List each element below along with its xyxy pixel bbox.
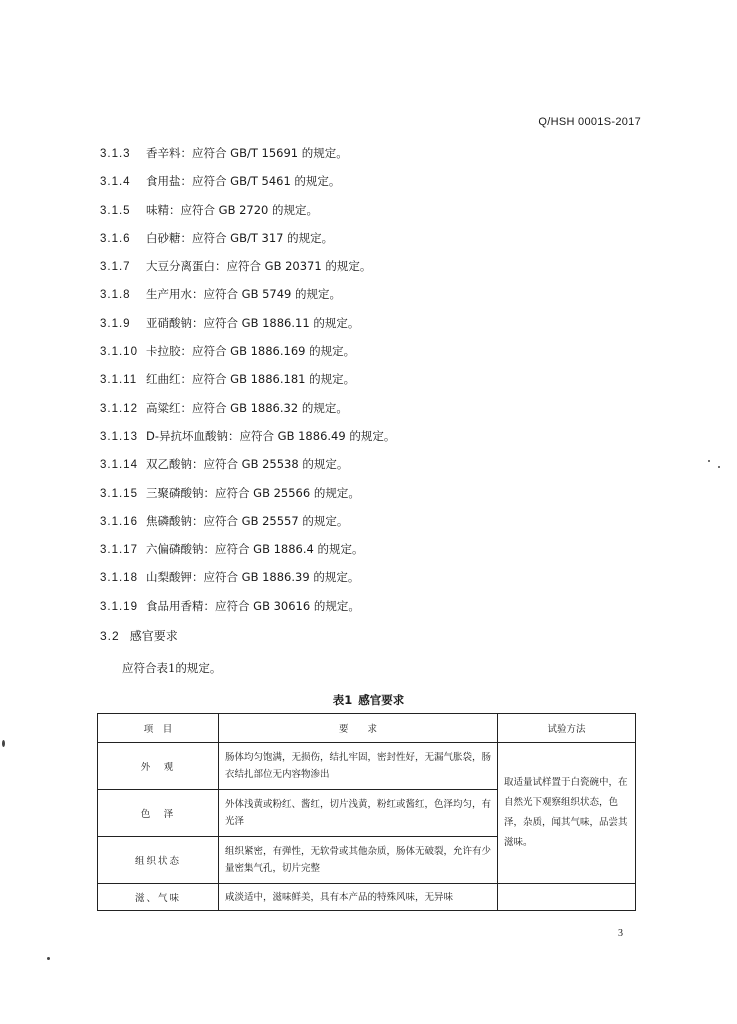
clause-item (100, 569, 395, 597)
clause-number: 3.1.11 (100, 374, 138, 387)
clause-number: 3.1.7 (100, 261, 131, 274)
clause-number: 3.1.14 (100, 459, 138, 472)
scan-speck (47, 957, 50, 960)
clause-number: 3.1.5 (100, 204, 131, 217)
section-heading (100, 627, 178, 644)
row-item: 色 泽 (98, 790, 219, 837)
clause-number: 3.1.18 (100, 572, 138, 585)
header-method: 试验方法 (498, 714, 636, 743)
clause-text: 焦磷酸钠：应符合 GB 25557 的规定。 (146, 513, 349, 528)
clause-text: 食品用香精：应符合 GB 30616 的规定。 (146, 598, 360, 613)
clause-item (100, 173, 395, 201)
row-requirement: 外体浅黄或粉红、酱红，切片浅黄，粉红或酱红，色泽均匀，有光泽 (219, 790, 498, 837)
clause-item (100, 400, 395, 428)
row-item: 组织状态 (98, 837, 219, 884)
clause-number: 3.1.19 (100, 600, 138, 613)
table-row (98, 884, 636, 911)
clause-list (100, 145, 395, 626)
clause-text: 生产用水：应符合 GB 5749 的规定。 (146, 287, 342, 302)
table-header-row (98, 714, 636, 743)
clause-item (100, 456, 395, 484)
header-requirement: 要 求 (219, 714, 498, 743)
table-row (98, 743, 636, 790)
table-caption-title: 感官要求 (358, 693, 405, 707)
clause-number: 3.1.8 (100, 289, 131, 302)
clause-text: 香辛料：应符合 GB/T 15691 的规定。 (146, 146, 348, 160)
clause-number: 3.1.12 (100, 402, 138, 415)
section-title: 感官要求 (129, 629, 178, 643)
table-caption (0, 692, 737, 708)
clause-text: 红曲红：应符合 GB 1886.181 的规定。 (146, 372, 356, 387)
clause-text: 卡拉胶：应符合 GB 1886.169 的规定。 (146, 344, 356, 359)
clause-item (100, 258, 395, 286)
clause-text: D-异抗坏血酸钠：应符合 GB 1886.49 的规定。 (146, 428, 396, 443)
clause-text: 三聚磷酸钠：应符合 GB 25566 的规定。 (146, 485, 360, 500)
clause-text: 高粱红：应符合 GB 1886.32 的规定。 (146, 400, 348, 415)
scan-speck (2, 740, 5, 747)
clause-item (100, 598, 395, 626)
clause-item (100, 145, 395, 173)
row-requirement: 咸淡适中，滋味鲜美，具有本产品的特殊风味，无异味 (219, 884, 498, 911)
section-body-text: 应符合表1的规定。 (122, 661, 222, 675)
clause-text: 山梨酸钾：应符合 GB 1886.39 的规定。 (146, 570, 360, 585)
row-requirement: 肠体均匀饱满，无损伤，结扎牢固，密封性好，无漏气胀袋，肠衣结扎部位无内容物渗出 (219, 743, 498, 790)
clause-number: 3.1.3 (100, 148, 131, 160)
test-method: 取适量试样置于白瓷碗中，在自然光下观察组织状态，色泽，杂质，闻其气味，品尝其滋味。 (498, 743, 636, 884)
sensory-requirements-table (97, 713, 636, 911)
clause-text: 味精：应符合 GB 2720 的规定。 (146, 202, 319, 217)
clause-number: 3.1.15 (100, 487, 138, 500)
clause-item (100, 541, 395, 569)
scan-speck (718, 466, 720, 468)
header-item: 项 目 (98, 714, 219, 743)
page-number: 3 (618, 928, 623, 939)
clause-text: 六偏磷酸钠：应符合 GB 1886.4 的规定。 (146, 542, 364, 557)
clause-text: 大豆分离蛋白：应符合 GB 20371 的规定。 (146, 259, 372, 274)
clause-item (100, 513, 395, 541)
clause-number: 3.1.13 (100, 430, 138, 443)
clause-item (100, 230, 395, 258)
clause-number: 3.1.10 (100, 346, 138, 359)
table-caption-label: 表1 (332, 693, 353, 707)
clause-text: 食用盐：应符合 GB/T 5461 的规定。 (146, 174, 341, 189)
clause-item (100, 315, 395, 343)
row-requirement: 组织紧密，有弹性，无软骨或其他杂质，肠体无破裂，允许有少量密集气孔，切片完整 (219, 837, 498, 884)
clause-text: 双乙酸钠：应符合 GB 25538 的规定。 (146, 457, 349, 472)
clause-item (100, 371, 395, 399)
row-item: 外 观 (98, 743, 219, 790)
clause-item (100, 485, 395, 513)
clause-item (100, 428, 395, 456)
document-code: Q/HSH 0001S-2017 (538, 116, 641, 128)
row-item: 滋、气味 (98, 884, 219, 911)
empty-cell (498, 884, 636, 911)
clause-item (100, 343, 395, 371)
clause-number: 3.1.9 (100, 317, 131, 330)
clause-number: 3.1.17 (100, 544, 138, 557)
clause-item (100, 202, 395, 230)
scan-speck (708, 460, 710, 462)
clause-item (100, 286, 395, 314)
clause-number: 3.1.4 (100, 176, 131, 189)
clause-text: 亚硝酸钠：应符合 GB 1886.11 的规定。 (146, 315, 360, 330)
section-number: 3.2 (100, 629, 120, 643)
clause-text: 白砂糖：应符合 GB/T 317 的规定。 (146, 230, 334, 245)
clause-number: 3.1.6 (100, 232, 131, 245)
clause-number: 3.1.16 (100, 515, 138, 528)
